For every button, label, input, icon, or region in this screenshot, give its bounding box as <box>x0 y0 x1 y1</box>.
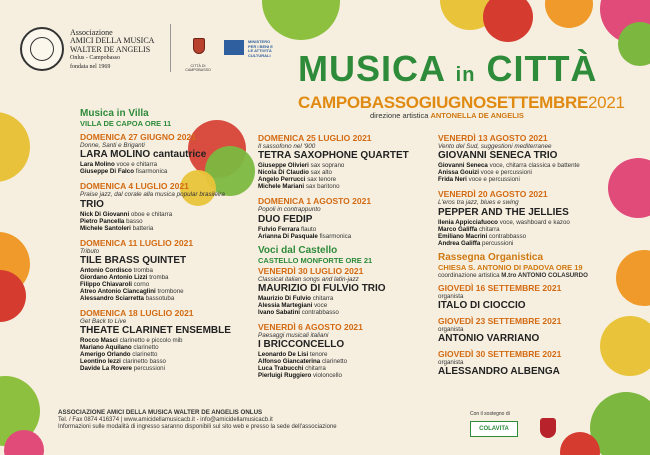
event-subtitle: Donne, Santi e Briganti <box>80 142 145 149</box>
event-subtitle: Popoli in contrappunto <box>258 206 321 214</box>
event-date: DOMENICA 4 LUGLIO 2021 <box>80 181 189 192</box>
event-block <box>80 132 250 175</box>
member-row <box>80 365 250 372</box>
organ-performer: ANTONIO VARRIANO <box>438 332 540 344</box>
member-name: Filippo Chiavaroli <box>80 280 132 288</box>
decor-circle-pink-right <box>608 158 650 218</box>
member-role: clarinetto <box>321 358 348 366</box>
organ-date: GIOVEDÌ 23 SETTEMBRE 2021 <box>438 315 562 326</box>
association-name <box>70 29 154 71</box>
member-row <box>80 295 250 302</box>
column-musica-in-villa <box>80 108 250 378</box>
event-date: VENERDÌ 20 AGOSTO 2021 <box>438 189 548 200</box>
event-performer: DUO FEDIP <box>258 213 313 225</box>
city-emblem <box>193 38 205 54</box>
footer <box>58 409 337 432</box>
member-row <box>438 219 608 226</box>
event-date: VENERDÌ 6 AGOSTO 2021 <box>258 321 363 332</box>
member-name: Michele Mariani <box>258 183 305 191</box>
member-role: contrabbasso <box>488 232 527 240</box>
coord-label: coordinazione artistica <box>438 271 502 279</box>
sponsor-logo-colavita: COLAVITA <box>470 421 518 437</box>
event-date: DOMENICA 1 AGOSTO 2021 <box>258 196 372 207</box>
organ-date: GIOVEDÌ 30 SETTEMBRE 2021 <box>438 348 562 359</box>
member-name: Giordano Antonio Lizzi <box>80 273 148 281</box>
member-name: Maurizio Di Fulvio <box>258 294 311 302</box>
event-subtitle: Praise jazz, dal corale alla musica popular brasileira <box>80 191 225 199</box>
event-performer: THEATE CLARINET ENSEMBLE <box>80 325 231 337</box>
member-role: clarinetto e piccolo mib <box>119 337 183 345</box>
association-logo <box>20 27 64 71</box>
organ-role: organista <box>438 325 464 333</box>
member-name: Pietro Pancella <box>80 217 125 225</box>
subtitle-text: CAMPOBASSOGIUGNOSETTEMBRE <box>298 93 589 112</box>
event-subtitle: Classical italian songs and latin-jazz <box>258 275 359 283</box>
member-role: percussioni <box>482 239 514 247</box>
member-row <box>80 267 250 274</box>
sponsor-label: Con il sostegno di <box>470 411 510 417</box>
section-title: Rassegna Organistica <box>438 251 544 263</box>
event-subtitle: L'eros tra jazz, blues e swing <box>438 199 519 207</box>
member-name: Leontino Iezzi <box>80 358 121 366</box>
member-row <box>80 218 250 225</box>
member-role: chitarra <box>478 225 500 233</box>
member-name: Giovanni Seneca <box>438 162 488 170</box>
section-title: Musica in Villa <box>80 108 149 119</box>
member-name: Lara Molino <box>80 161 115 169</box>
member-row <box>258 351 408 358</box>
member-row <box>258 226 408 233</box>
assoc-line5: fondata nel 1969 <box>70 63 111 70</box>
event-performer: TRIO <box>80 198 104 210</box>
title-part-a: MUSICA <box>298 48 456 89</box>
member-role: sax baritono <box>305 183 340 191</box>
member-row <box>438 169 608 176</box>
member-role: chitarra <box>312 294 334 302</box>
member-name: Emiliano Macrini <box>438 232 488 240</box>
member-name: Fulvio Ferrara <box>258 225 300 233</box>
event-block <box>438 133 608 183</box>
member-role: clarinetto <box>132 351 158 359</box>
member-role: fisarmonica <box>135 168 168 176</box>
section-venue: CASTELLO MONFORTE ORE 21 <box>258 255 373 265</box>
member-row <box>80 358 250 365</box>
event-performer: I BRICCONCELLO <box>258 339 345 351</box>
event-subtitle: Vento del Sud, suggestioni mediterranee <box>438 143 552 150</box>
member-name: Andrea Galiffa <box>438 239 481 247</box>
organ-block <box>438 283 608 312</box>
decor-circle-green-top <box>262 0 340 40</box>
member-role: voce, chitarra classica e battente <box>489 162 580 170</box>
city-emblem-label: CITTÀ DI CAMPOBASSO <box>185 64 211 72</box>
title-part-in: in <box>455 64 476 86</box>
event-subtitle: Get Back to Live <box>80 317 127 325</box>
member-row <box>80 351 250 358</box>
member-role: sax soprano <box>310 162 345 170</box>
event-subtitle: Tributo <box>80 247 100 255</box>
event-block <box>258 266 408 316</box>
subtitle-year: 2021 <box>588 93 625 112</box>
section-title: Voci dal Castello <box>258 244 338 256</box>
member-row <box>80 288 250 295</box>
direction-name: ANTONELLA DE ANGELIS <box>430 111 524 120</box>
event-date: VENERDÌ 13 AGOSTO 2021 <box>438 133 548 143</box>
member-role: oboe e chitarra <box>130 210 173 218</box>
member-role: tromba <box>133 266 153 274</box>
organ-date: GIOVEDÌ 16 SETTEMBRE 2021 <box>438 282 562 293</box>
member-row <box>258 365 408 372</box>
ministry-logo <box>224 40 244 55</box>
member-name: Giuseppe Olivieri <box>258 162 309 170</box>
event-performer: GIOVANNI SENECA TRIO <box>438 150 558 162</box>
member-name: Amerigo Orlando <box>80 351 131 359</box>
event-block <box>80 308 250 372</box>
organ-performer: ALESSANDRO ALBENGA <box>438 365 560 377</box>
member-row <box>438 233 608 240</box>
member-row <box>80 161 250 168</box>
assoc-line4: Onlus - Campobasso <box>70 55 120 62</box>
decor-circle-yellow-left <box>0 112 30 182</box>
event-performer: PEPPER AND THE JELLIES <box>438 206 569 218</box>
member-name: Atreo Antonio Ciancaglini <box>80 287 156 295</box>
member-role: percussioni <box>133 365 165 373</box>
member-row <box>258 302 408 309</box>
footer-line2: Tel. / Fax 0874 416374 | www.amicidellamusicacb.it - info@amicidellamusicacb.it <box>58 416 273 423</box>
member-row <box>438 176 608 183</box>
member-name: Alfonso Giancaterina <box>258 358 321 366</box>
section-venue: VILLA DE CAPOA ORE 11 <box>80 119 172 128</box>
event-performer: TETRA SAXOPHONE QUARTET <box>258 150 409 162</box>
member-row <box>80 344 250 351</box>
member-role: voce e percussioni <box>468 176 520 184</box>
footer-line1: ASSOCIAZIONE AMICI DELLA MUSICA WALTER DE ANGELIS ONLUS <box>58 409 263 416</box>
member-row <box>258 162 408 169</box>
section-venue: CHIESA S. ANTONIO DI PADOVA ORE 19 <box>438 262 583 272</box>
member-role: batteria <box>132 224 154 232</box>
column-right <box>438 133 608 381</box>
member-name: Ivano Sabatini <box>258 308 300 316</box>
member-row <box>258 358 408 365</box>
organ-block <box>438 349 608 378</box>
member-row <box>80 337 250 344</box>
member-row <box>258 176 408 183</box>
member-row <box>80 225 250 232</box>
member-name: Marco Galiffa <box>438 225 478 233</box>
footer-line3: Informazioni sulle modalità di ingresso saranno disponibili sul sito web e presso la sede dell'associazione <box>58 424 337 431</box>
column-middle <box>258 133 408 385</box>
member-name: Alessia Martegiani <box>258 301 313 309</box>
member-role: tromba <box>149 273 169 281</box>
event-block <box>258 322 408 379</box>
member-name: Giuseppe Di Falco <box>80 168 134 176</box>
member-name: Michele Santoleri <box>80 224 131 232</box>
event-date: DOMENICA 27 GIUGNO 2021 <box>80 132 196 142</box>
subtitle <box>298 93 625 113</box>
event-date: DOMENICA 18 LUGLIO 2021 <box>80 307 194 318</box>
member-role: corno <box>133 280 150 288</box>
event-date: DOMENICA 11 LUGLIO 2021 <box>80 237 194 248</box>
artistic-direction <box>370 111 524 120</box>
assoc-line1: Associazione <box>70 28 113 37</box>
member-role: voce e chitarra <box>116 161 158 169</box>
event-subtitle: Il sassofono nel '900 <box>258 143 316 150</box>
ministry-label: MINISTERO PER I BENI E LE ATTIVITÀ CULTURALI <box>248 39 273 58</box>
sponsor-shield-logo <box>540 418 556 438</box>
title-part-b: CITTÀ <box>475 48 598 89</box>
event-block <box>438 189 608 246</box>
member-role: voce, washboard e kazoo <box>499 218 570 226</box>
member-role: flauto <box>301 225 317 233</box>
member-role: sax alto <box>310 169 332 177</box>
member-name: Frida Neri <box>438 176 467 184</box>
member-role: clarinetto <box>133 344 159 352</box>
member-row <box>258 295 408 302</box>
member-name: Pierluigi Ruggiero <box>258 372 312 380</box>
member-name: Nick Di Giovanni <box>80 210 130 218</box>
organ-performer: ITALO DI CIOCCIO <box>438 299 526 311</box>
member-row <box>80 281 250 288</box>
decor-circle-red-top <box>483 0 533 42</box>
member-name: Rocco Masci <box>80 337 118 345</box>
assoc-line3: WALTER DE ANGELIS <box>70 44 151 54</box>
event-block <box>258 196 408 239</box>
member-row <box>438 240 608 247</box>
member-row <box>438 226 608 233</box>
member-row <box>80 211 250 218</box>
member-role: chitarra <box>305 365 326 373</box>
member-name: Alessandro Sciarretta <box>80 294 144 302</box>
member-name: Mariano Aquilano <box>80 344 132 352</box>
header-divider <box>170 24 171 72</box>
decor-circle-orange-right <box>616 250 650 306</box>
member-role: voce <box>314 301 328 309</box>
direction-label: direzione artistica <box>370 111 431 120</box>
event-performer: LARA MOLINO cantautrice <box>80 149 207 161</box>
member-role: tenore <box>309 351 328 359</box>
coord-name: M.tro ANTONIO COLASURDO <box>501 271 588 279</box>
event-block <box>80 181 250 231</box>
member-row <box>258 233 408 240</box>
member-role: violoncello <box>313 372 342 380</box>
member-name: Arianna Di Pasquale <box>258 232 318 240</box>
member-role: basso <box>126 217 143 225</box>
member-role: bassotuba <box>145 294 175 302</box>
assoc-line2: AMICI DELLA MUSICA <box>70 36 155 46</box>
member-role: trombone <box>157 287 184 295</box>
member-name: Angelo Perrucci <box>258 176 306 184</box>
member-row <box>258 309 408 316</box>
member-row <box>438 162 608 169</box>
event-subtitle: Paesaggi musicali italiani <box>258 331 329 339</box>
member-name: Davide La Rovere <box>80 365 132 373</box>
coordination <box>438 272 608 279</box>
member-name: Nicola Di Claudio <box>258 169 309 177</box>
main-title <box>298 50 597 94</box>
organ-block <box>438 316 608 345</box>
member-role: contrabbasso <box>301 308 339 316</box>
member-role: clarinetto basso <box>122 358 166 366</box>
member-row <box>80 168 250 175</box>
member-name: Anissa Gouizi <box>438 169 479 177</box>
member-role: sax tenore <box>307 176 337 184</box>
member-name: Antonio Cordisco <box>80 266 132 274</box>
member-row <box>80 274 250 281</box>
member-role: fisarmonica <box>319 232 352 240</box>
member-name: Ilenia Appicciafuoco <box>438 218 498 226</box>
organ-role: organista <box>438 292 464 300</box>
member-row <box>258 372 408 379</box>
organ-role: organista <box>438 358 464 366</box>
member-row <box>258 183 408 190</box>
event-block <box>258 133 408 190</box>
member-row <box>258 169 408 176</box>
decor-circle-green-right <box>618 22 650 66</box>
event-performer: TILE BRASS QUINTET <box>80 254 187 266</box>
member-role: voce e percussioni <box>480 169 532 177</box>
event-date: DOMENICA 25 LUGLIO 2021 <box>258 133 372 143</box>
decor-circle-orange-top <box>545 0 593 28</box>
member-name: Leonardo De Lisi <box>258 351 309 359</box>
event-block <box>80 238 250 302</box>
event-date: VENERDÌ 30 LUGLIO 2021 <box>258 265 364 276</box>
member-name: Luca Trabucchi <box>258 365 304 373</box>
event-performer: MAURIZIO DI FULVIO TRIO <box>258 282 386 294</box>
